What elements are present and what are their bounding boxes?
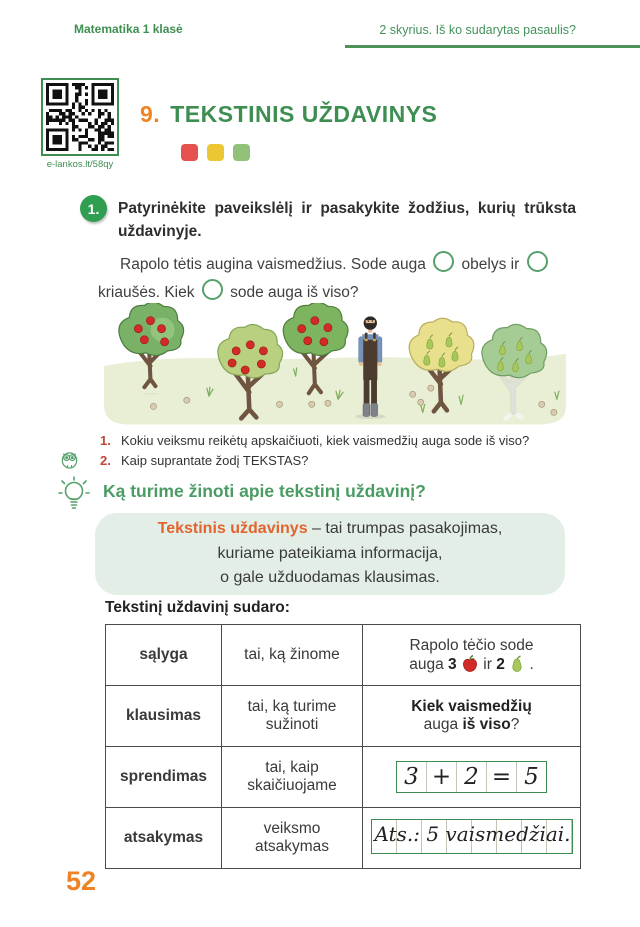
- header-divider: [345, 45, 640, 48]
- definition-after-term: – tai trumpas pasakojimas,: [307, 519, 503, 537]
- lesson-number: 9.: [140, 101, 161, 127]
- example-cell: [363, 625, 581, 686]
- desc-cell: veiksmo atsakymas: [222, 808, 363, 869]
- apple-count: 3: [448, 655, 457, 673]
- definition-line3: o gale užduodamas klausimas.: [220, 569, 440, 587]
- blank-word-circle: [433, 251, 454, 272]
- pear-count: 2: [496, 655, 505, 673]
- handwritten-equation: [396, 761, 547, 793]
- pear-icon: [509, 655, 525, 673]
- know-heading: Ką turime žinoti apie tekstinį uždavinį?: [103, 481, 426, 501]
- problem-structure-table: [105, 624, 581, 869]
- question-2-number: 2.: [100, 453, 111, 468]
- red-square-icon: [181, 144, 198, 161]
- handwritten-answer: [371, 819, 573, 854]
- exercise-instruction: Patyrinėkite paveikslėlį ir pasakykite žodžius, kurių trūksta uždavinyje.: [118, 200, 576, 241]
- equation-digit: 5: [524, 764, 539, 790]
- story-part4: sode auga iš viso?: [230, 283, 359, 301]
- definition-line2: kuriame pateikiama informacija,: [217, 544, 443, 562]
- question-2-text: Kaip suprantate žodį TEKSTAS?: [121, 453, 309, 468]
- page-number: 52: [66, 866, 97, 896]
- lesson-title: [140, 101, 437, 128]
- table-heading: Tekstinį uždavinį sudaro:: [105, 599, 290, 616]
- question-1: [100, 433, 529, 448]
- story-part2: ir: [510, 256, 520, 273]
- equation-digit: 3: [397, 762, 427, 792]
- question-list: [100, 433, 529, 473]
- exercise-story: [98, 251, 578, 307]
- green-square-icon: [233, 144, 250, 161]
- blank-word-circle: [527, 251, 548, 272]
- story-part3: kriaušės. Kiek: [98, 283, 195, 301]
- owl-icon: [59, 449, 80, 470]
- question-bold: iš viso: [462, 716, 511, 733]
- difficulty-squares: [181, 144, 250, 161]
- table-row-atsakymas: [106, 808, 581, 869]
- story-part1: Rapolo tėtis augina vaismedžius. Sode auga: [120, 256, 426, 273]
- equation-operator: +: [427, 762, 457, 792]
- question-2: [100, 453, 529, 468]
- equation-digit: 2: [457, 762, 487, 792]
- definition-term: Tekstinis uždavinys: [157, 519, 308, 537]
- book-title: Matematika 1 klasė: [74, 22, 183, 36]
- apple-icon: [461, 655, 479, 673]
- question-1-text: Kokiu veiksmu reikėtų apskaičiuoti, kiek vaismedžių auga sode iš viso?: [121, 433, 530, 448]
- table-row-klausimas: [106, 686, 581, 747]
- qr-caption: e-lankos.lt/58qy: [46, 159, 114, 170]
- definition-box: [95, 513, 565, 595]
- definition-line1: [95, 517, 565, 542]
- term-cell: klausimas: [106, 686, 222, 747]
- answer-cell: [363, 808, 581, 869]
- blank-word-circle: [202, 279, 223, 300]
- lightbulb-icon: [57, 473, 91, 513]
- example-text: Rapolo tėčio sode: [409, 636, 534, 654]
- desc-cell: tai, kaip skaičiuojame: [222, 747, 363, 808]
- qr-code: [41, 78, 119, 156]
- yellow-square-icon: [207, 144, 224, 161]
- term-cell: sprendimas: [106, 747, 222, 808]
- lesson-name: TEKSTINIS UŽDAVINYS: [170, 101, 438, 127]
- example-text: auga: [409, 655, 444, 673]
- orchard-illustration: [98, 303, 572, 430]
- term-cell: atsakymas: [106, 808, 222, 869]
- desc-cell: tai, ką turime sužinoti: [222, 686, 363, 747]
- question-bold: Kiek vaismedžių: [411, 698, 532, 715]
- table-row-sprendimas: [106, 747, 581, 808]
- exercise-number-badge: 1.: [80, 195, 107, 222]
- question-1-number: 1.: [100, 433, 111, 448]
- example-text: .: [529, 655, 534, 673]
- example-text: auga: [423, 716, 459, 733]
- example-text: ir: [483, 655, 492, 673]
- example-cell: [363, 686, 581, 747]
- answer-text: Ats.: 5 vaismedžiai.: [374, 821, 571, 846]
- desc-cell: tai, ką žinome: [222, 625, 363, 686]
- chapter-title: 2 skyrius. Iš ko sudarytas pasaulis?: [379, 23, 576, 37]
- qr-block: [40, 78, 120, 170]
- solution-cell: [363, 747, 581, 808]
- story-word1: obelys: [461, 256, 507, 273]
- table-row-salyga: [106, 625, 581, 686]
- term-cell: sąlyga: [106, 625, 222, 686]
- example-text: ?: [510, 716, 520, 733]
- equation-equals: =: [487, 762, 517, 792]
